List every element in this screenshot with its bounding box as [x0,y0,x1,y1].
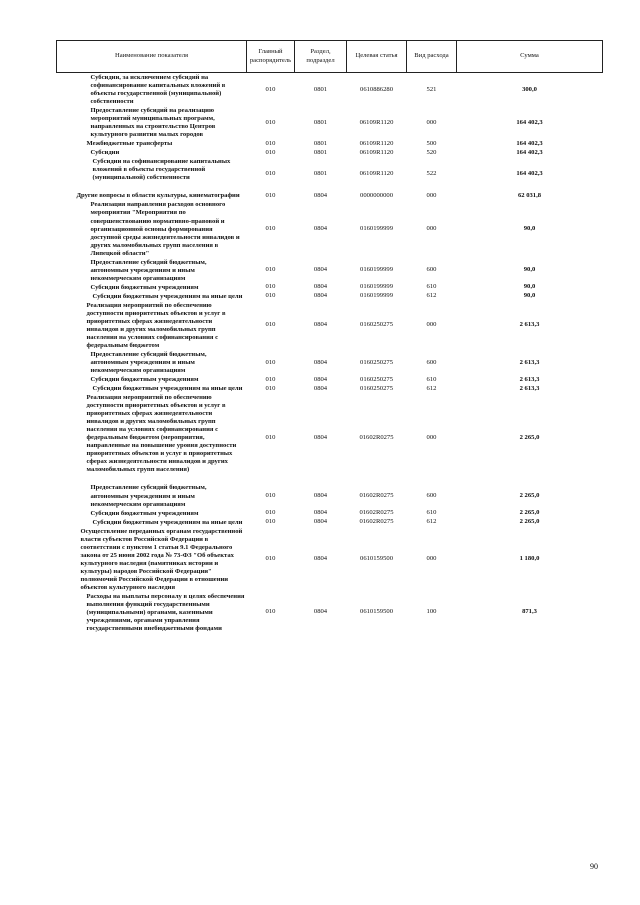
row-expense: 000 [426,434,437,442]
row-section: 0801 [313,85,328,93]
row-name: Предоставление субсидий на реализацию мероприятий муниципальных программ, направленных на строительство Центров культурного развития малых городов [90,107,216,139]
table-row [57,73,603,107]
row-expense: 612 [426,518,437,526]
row-target: 0000000000 [360,191,393,199]
row-expense: 520 [426,148,437,156]
row-expense: 500 [426,139,437,147]
row-name: Субсидии на софинансирование капитальных вложений в объекты государственной (муниципальной) собственности [92,158,231,182]
row-chief: 010 [265,384,276,392]
row-section: 0801 [313,118,328,126]
header-chief: Главный распорядитель [247,41,295,73]
row-expense: 100 [426,608,437,616]
row-name: Межбюджетные трансферты [86,140,173,148]
row-section: 0804 [313,191,328,199]
table-row [57,258,603,283]
row-sum: 90,0 [523,266,536,274]
row-sum: 2 265,0 [519,492,540,499]
row-chief: 010 [265,266,276,274]
header-name: Наименование показателя [57,41,247,73]
row-target: 06109R1120 [359,139,394,147]
row-name: Реализация мероприятий по обеспечению доступности приоритетных объектов и услуг в приоритетных сферах жизнедеятельности инвалидов и других маломобильных групп населения на условиях софинансирования с федеральным бюджетом [86,301,226,349]
row-section: 0804 [313,509,328,517]
row-section: 0801 [313,139,328,147]
row-target: 06109R1120 [359,118,394,126]
row-expense: 521 [426,85,437,93]
row-section: 0801 [313,170,328,178]
row-target: 0160250275 [360,384,393,392]
row-chief: 010 [265,292,276,300]
header-target: Целевая статья [347,41,407,73]
table-row [57,384,603,393]
row-name: Предоставление субсидий бюджетным, автономным учреждениям и иным некоммерческим организациям [90,258,207,282]
table-row [57,509,603,518]
row-target: 0160199999 [360,292,393,300]
row-section: 0804 [313,292,328,300]
row-chief: 010 [265,118,276,126]
budget-table [56,40,603,633]
row-chief: 010 [265,608,276,616]
header-section: Раздел, подраздел [295,41,347,73]
row-section: 0804 [313,283,328,291]
row-sum: 90,0 [523,225,536,233]
row-sum: 2 265,0 [519,434,540,442]
row-sum: 164 402,3 [516,148,543,156]
row-chief: 010 [265,148,276,156]
row-name: Субсидии бюджетным учреждениям на иные цели [92,292,243,300]
row-chief: 010 [265,191,276,199]
row-expense: 610 [426,375,437,383]
row-sum: 2 613,3 [519,321,540,329]
row-expense: 000 [426,191,437,199]
row-sum: 164 402,3 [516,170,543,178]
row-sum: 300,0 [522,85,537,93]
table-row [57,483,603,508]
table-row [57,283,603,292]
row-name: Предоставление субсидий бюджетным, автономным учреждениям и иным некоммерческим организациям [90,484,207,508]
row-chief: 010 [265,85,276,93]
row-target: 06109R1120 [359,148,394,156]
row-expense: 612 [426,292,437,300]
row-section: 0804 [313,434,328,442]
row-target: 06109R1120 [359,170,394,178]
row-chief: 010 [265,555,276,563]
row-target: 0160199999 [360,225,393,233]
row-name: Предоставление субсидий бюджетным, автономным учреждениям и иным некоммерческим организациям [90,351,207,375]
row-chief: 010 [265,434,276,442]
table-row [57,350,603,375]
row-name: Субсидии, за исключением субсидий на софинансирование капитальных вложений в объекты государственной (муниципальной) собственности [90,74,226,106]
table-row [57,148,603,157]
row-section: 0804 [313,321,328,329]
table-row [57,139,603,148]
row-section: 0804 [313,225,328,233]
table-row [57,106,603,139]
row-chief: 010 [265,225,276,233]
row-chief: 010 [265,518,276,526]
header-expense: Вид расхода [407,41,457,73]
table-row [57,157,603,191]
row-expense: 522 [426,170,437,178]
row-name: Реализация направления расходов основного мероприятия "Мероприятия по совершенствованию нормативно-правовой и организационной основы формирования доступной среды жизнедеятельности инвалидов и других маломобильных групп населения в Липецкой области" [90,201,240,257]
row-expense: 000 [426,225,437,233]
table-row [57,191,603,200]
row-sum: 871,3 [522,608,537,616]
row-section: 0804 [313,492,328,499]
row-chief: 010 [265,321,276,329]
page-number: 90 [590,862,598,871]
row-chief: 010 [265,283,276,291]
row-section: 0804 [313,608,328,616]
row-sum: 2 613,3 [519,358,540,366]
row-expense: 000 [426,118,437,126]
table-row [57,301,603,350]
row-name: Другие вопросы в области культуры, кинематографии [76,192,240,200]
row-target: 0160250275 [360,321,393,329]
row-sum: 2 613,3 [519,375,540,383]
row-name: Субсидии бюджетным учреждениям на иные цели [92,385,243,393]
table-row [57,393,603,483]
row-name: Субсидии бюджетным учреждениям [90,283,199,291]
row-sum: 62 031,8 [517,191,542,199]
row-expense: 600 [426,358,437,366]
row-target: 0160199999 [360,266,393,274]
table-row [57,518,603,527]
row-section: 0804 [313,555,328,563]
row-section: 0804 [313,375,328,383]
row-chief: 010 [265,358,276,366]
header-sum: Сумма [457,41,603,73]
row-name: Субсидии [90,149,120,157]
row-target: 0160250275 [360,358,393,366]
row-name: Расходы на выплаты персоналу в целях обеспечения выполнения функций государственными (муниципальными) органами, казенными учреждениями, органами управления государственными внебюджетными фондами [86,592,245,632]
row-target: 01602R0275 [359,518,394,526]
row-target: 0160250275 [360,375,393,383]
row-sum: 90,0 [523,292,536,300]
row-section: 0804 [313,358,328,366]
row-target: 0610886280 [360,85,393,93]
row-target: 0610159500 [360,555,393,563]
row-sum: 2 265,0 [519,509,540,517]
row-target: 01602R0275 [359,492,394,499]
row-name: Субсидии бюджетным учреждениям на иные цели [92,518,243,526]
table-row [57,527,603,592]
table-row [57,592,603,633]
row-expense: 600 [426,492,437,499]
row-sum: 164 402,3 [516,139,543,147]
row-target: 0160199999 [360,283,393,291]
row-expense: 000 [426,321,437,329]
row-chief: 010 [265,492,276,499]
row-sum: 2 265,0 [519,518,540,526]
row-target: 01602R0275 [359,434,394,442]
row-expense: 000 [426,555,437,563]
table-row [57,292,603,301]
row-section: 0804 [313,266,328,274]
row-expense: 612 [426,384,437,392]
row-chief: 010 [265,139,276,147]
row-sum: 2 613,3 [519,384,540,392]
row-chief: 010 [265,509,276,517]
row-name: Субсидии бюджетным учреждениям [90,376,199,384]
row-chief: 010 [265,375,276,383]
row-target: 01602R0275 [359,509,394,517]
row-section: 0804 [313,518,328,526]
row-sum: 90,0 [523,283,536,291]
row-name: Реализация мероприятий по обеспечению доступности приоритетных объектов и услуг в приоритетных сферах жизнедеятельности инвалидов и других маломобильных групп населения на условиях софинансирования с федеральным бюджетом (мероприятия, направленные на повышение уровня доступности приоритетных объектов и услуг в приоритетных сферах жизнедеятельности инвалидов и других маломобильных групп населения) [86,394,237,474]
table-row [57,375,603,384]
row-section: 0801 [313,148,328,156]
row-name: Осуществление переданных органам государственной власти субъектов Российской Федерации в соответствии с пунктом 1 статьи 9.1 Федерального закона от 25 июня 2002 года № 73-ФЗ "Об объектах культурного наследия (памятниках истории и культуры) народов Российской Федерации" полномочий Российской Федерации в отношении объектов культурного наследия [80,527,243,591]
row-sum: 164 402,3 [516,118,543,126]
row-chief: 010 [265,170,276,178]
row-expense: 610 [426,283,437,291]
row-section: 0804 [313,384,328,392]
row-expense: 600 [426,266,437,274]
table-row [57,200,603,257]
row-expense: 610 [426,509,437,517]
row-target: 0610159500 [360,608,393,616]
row-sum: 1 180,0 [519,555,540,563]
table-header-row [57,41,603,73]
row-name: Субсидии бюджетным учреждениям [90,509,199,517]
